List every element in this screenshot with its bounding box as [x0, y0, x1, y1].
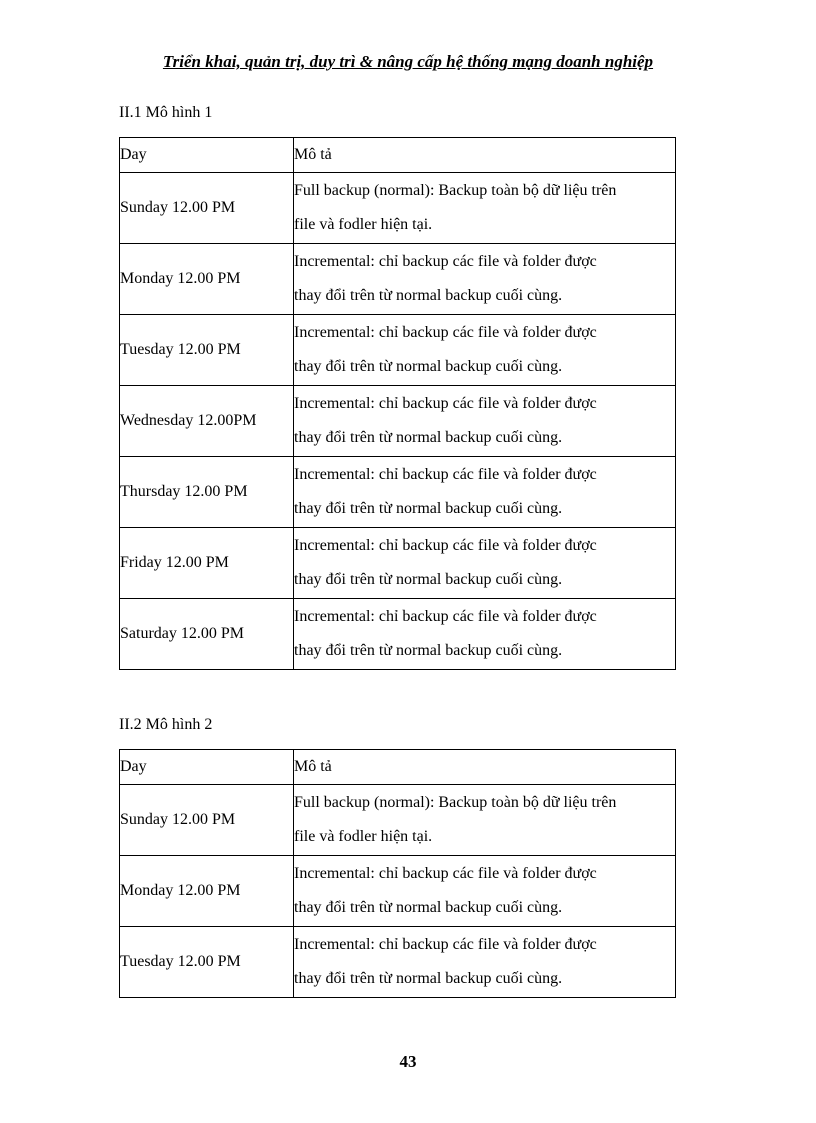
description-line: thay đổi trên từ normal backup cuối cùng. — [294, 358, 563, 375]
description-line: file và fodler hiện tại. — [294, 828, 433, 845]
day-cell: Monday 12.00 PM — [120, 856, 294, 927]
description-line: thay đổi trên từ normal backup cuối cùng. — [294, 970, 563, 987]
backup-table-model-1 — [119, 137, 676, 670]
description-cell — [294, 927, 676, 998]
backup-table-model-2 — [119, 749, 676, 998]
description-line: Incremental: chỉ backup các file và folder được — [294, 865, 597, 882]
section-title-model-1: II.1 Mô hình 1 — [119, 104, 213, 121]
description-line: Full backup (normal): Backup toàn bộ dữ liệu trên — [294, 794, 617, 811]
day-cell: Monday 12.00 PM — [120, 244, 294, 315]
header-title: Triển khai, quản trị, duy trì & nâng cấp hệ thống mạng doanh nghiệp — [162, 52, 654, 71]
day-cell: Wednesday 12.00PM — [120, 386, 294, 457]
table-row — [120, 785, 676, 856]
description-line: Incremental: chỉ backup các file và folder được — [294, 936, 597, 953]
description-cell — [294, 315, 676, 386]
table-row — [120, 927, 676, 998]
table-row — [120, 599, 676, 670]
description-line: Incremental: chỉ backup các file và folder được — [294, 608, 597, 625]
description-cell — [294, 386, 676, 457]
day-cell: Tuesday 12.00 PM — [120, 927, 294, 998]
day-cell: Saturday 12.00 PM — [120, 599, 294, 670]
description-cell — [294, 785, 676, 856]
description-line: thay đổi trên từ normal backup cuối cùng. — [294, 429, 563, 446]
table-header-row — [120, 138, 676, 173]
description-cell — [294, 599, 676, 670]
description-cell — [294, 173, 676, 244]
table-row — [120, 856, 676, 927]
table-row — [120, 457, 676, 528]
description-line: thay đổi trên từ normal backup cuối cùng. — [294, 571, 563, 588]
description-cell — [294, 528, 676, 599]
page-header — [0, 52, 816, 72]
table-row — [120, 315, 676, 386]
column-header-day: Day — [120, 138, 294, 173]
description-line: thay đổi trên từ normal backup cuối cùng. — [294, 899, 563, 916]
table-row — [120, 244, 676, 315]
page-number: 43 — [399, 1052, 417, 1071]
column-header-day: Day — [120, 750, 294, 785]
description-line: thay đổi trên từ normal backup cuối cùng. — [294, 642, 563, 659]
description-line: thay đổi trên từ normal backup cuối cùng. — [294, 500, 563, 517]
description-cell — [294, 856, 676, 927]
description-cell — [294, 244, 676, 315]
description-line: Incremental: chỉ backup các file và folder được — [294, 466, 597, 483]
table-row — [120, 386, 676, 457]
column-header-description: Mô tả — [294, 750, 676, 785]
day-cell: Sunday 12.00 PM — [120, 173, 294, 244]
description-line: Incremental: chỉ backup các file và folder được — [294, 395, 597, 412]
description-line: thay đổi trên từ normal backup cuối cùng. — [294, 287, 563, 304]
description-line: Incremental: chỉ backup các file và folder được — [294, 253, 597, 270]
table-header-row — [120, 750, 676, 785]
day-cell: Thursday 12.00 PM — [120, 457, 294, 528]
table-row — [120, 173, 676, 244]
description-line: Full backup (normal): Backup toàn bộ dữ liệu trên — [294, 182, 617, 199]
description-cell — [294, 457, 676, 528]
description-line: file và fodler hiện tại. — [294, 216, 433, 233]
day-cell: Sunday 12.00 PM — [120, 785, 294, 856]
day-cell: Tuesday 12.00 PM — [120, 315, 294, 386]
section-title-model-2: II.2 Mô hình 2 — [119, 716, 213, 733]
description-line: Incremental: chỉ backup các file và folder được — [294, 324, 597, 341]
description-line: Incremental: chỉ backup các file và folder được — [294, 537, 597, 554]
column-header-description: Mô tả — [294, 138, 676, 173]
table-row — [120, 528, 676, 599]
day-cell: Friday 12.00 PM — [120, 528, 294, 599]
